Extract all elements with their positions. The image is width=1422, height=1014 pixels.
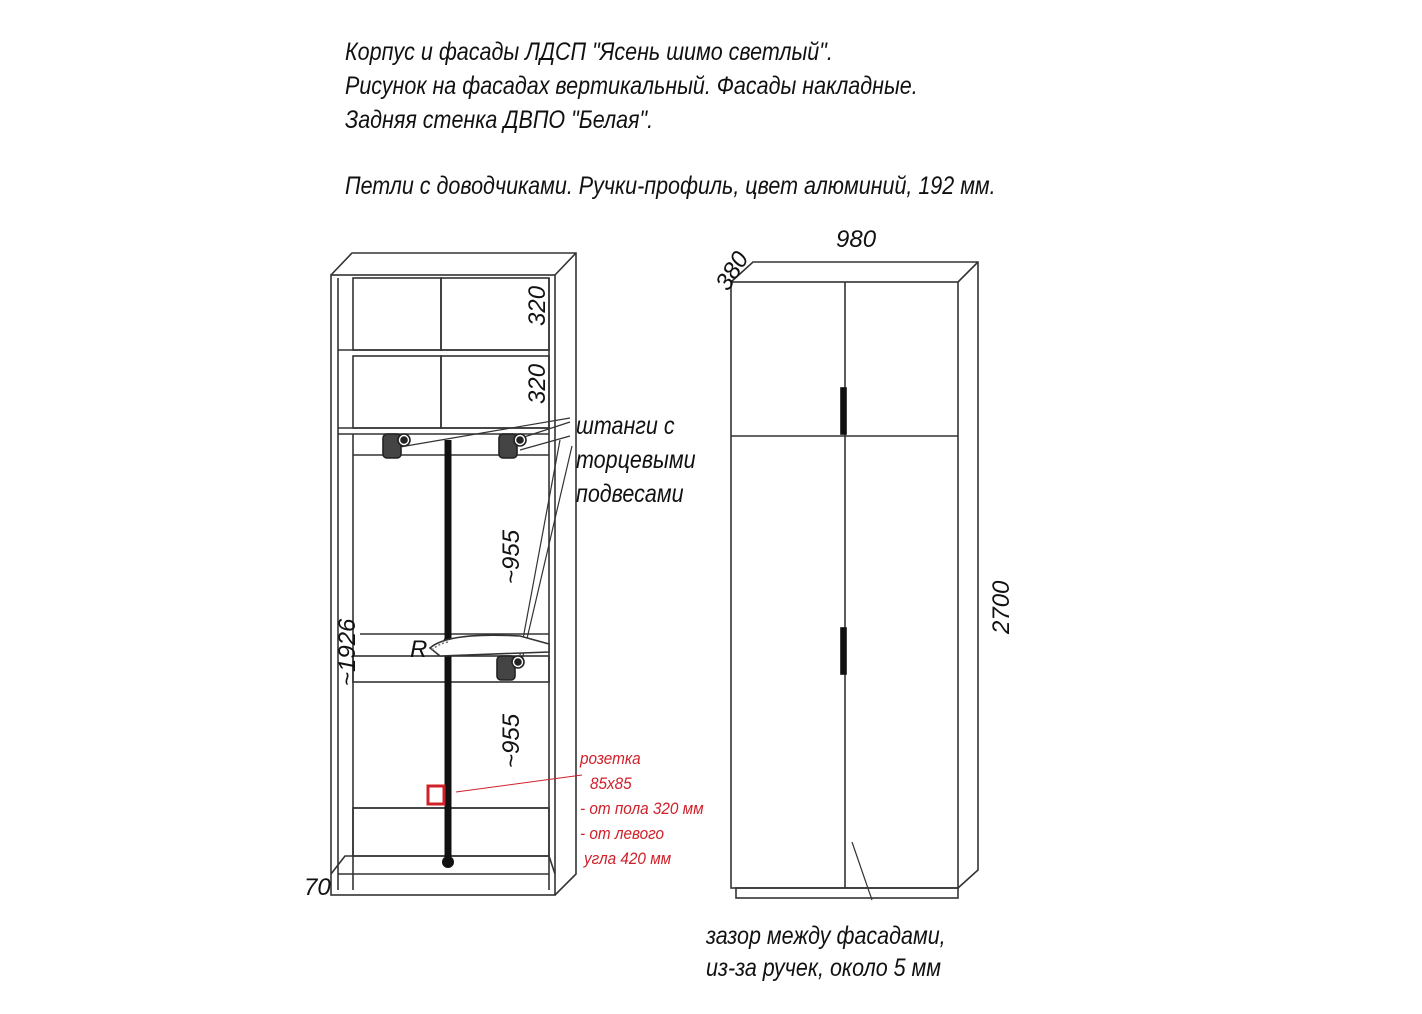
dim-lower-hanging: ~955	[498, 713, 525, 768]
mid-cell-left	[353, 356, 441, 428]
dim-plinth: 70	[304, 874, 331, 901]
handle-top	[841, 388, 846, 434]
dim-height: 2700	[988, 580, 1015, 634]
gap-leader	[852, 842, 872, 900]
socket-note-1: розетка	[580, 749, 641, 768]
front-view	[731, 262, 978, 900]
spec-line-1: Корпус и фасады ЛДСП "Ясень шимо светлый".	[345, 38, 833, 66]
interior-view	[331, 253, 576, 895]
socket-note-2: 85х85	[590, 774, 632, 793]
handle-bottom	[841, 628, 846, 674]
socket-leader	[456, 775, 582, 792]
socket-marker	[428, 786, 444, 804]
dim-upper-hanging: ~955	[498, 529, 525, 584]
dim-shelf-second: 320	[524, 363, 551, 404]
socket-note-3: - от пола 320 мм	[580, 799, 704, 818]
socket-note-4: - от левого	[580, 824, 665, 843]
radius-label: R	[410, 636, 428, 663]
gap-note-1: зазор между фасадами,	[706, 922, 946, 950]
dim-pole-height: ~1926	[334, 618, 361, 686]
top-cell-left	[353, 278, 441, 350]
rail-callout-line-2: торцевыми	[576, 446, 696, 474]
dim-depth: 380	[710, 246, 755, 296]
dim-shelf-top: 320	[524, 285, 551, 326]
socket-note-5: угла 420 мм	[584, 849, 672, 868]
rail-callout-line-1: штанги с	[576, 412, 675, 440]
gap-note-2: из-за ручек, около 5 мм	[706, 954, 942, 982]
spec-line-2: Рисунок на фасадах вертикальный. Фасады накладные.	[345, 72, 918, 100]
wardrobe-perspective	[731, 262, 978, 888]
spec-line-4: Петли с доводчиками. Ручки-профиль, цвет алюминий, 192 мм.	[345, 172, 996, 200]
rail-callout-line-3: подвесами	[576, 480, 684, 508]
callout-line-2	[520, 440, 560, 655]
dim-width: 980	[836, 226, 877, 253]
spec-line-3: Задняя стенка ДВПО "Белая".	[345, 106, 654, 134]
plinth	[736, 888, 958, 898]
rail-bracket-lower	[497, 656, 524, 680]
